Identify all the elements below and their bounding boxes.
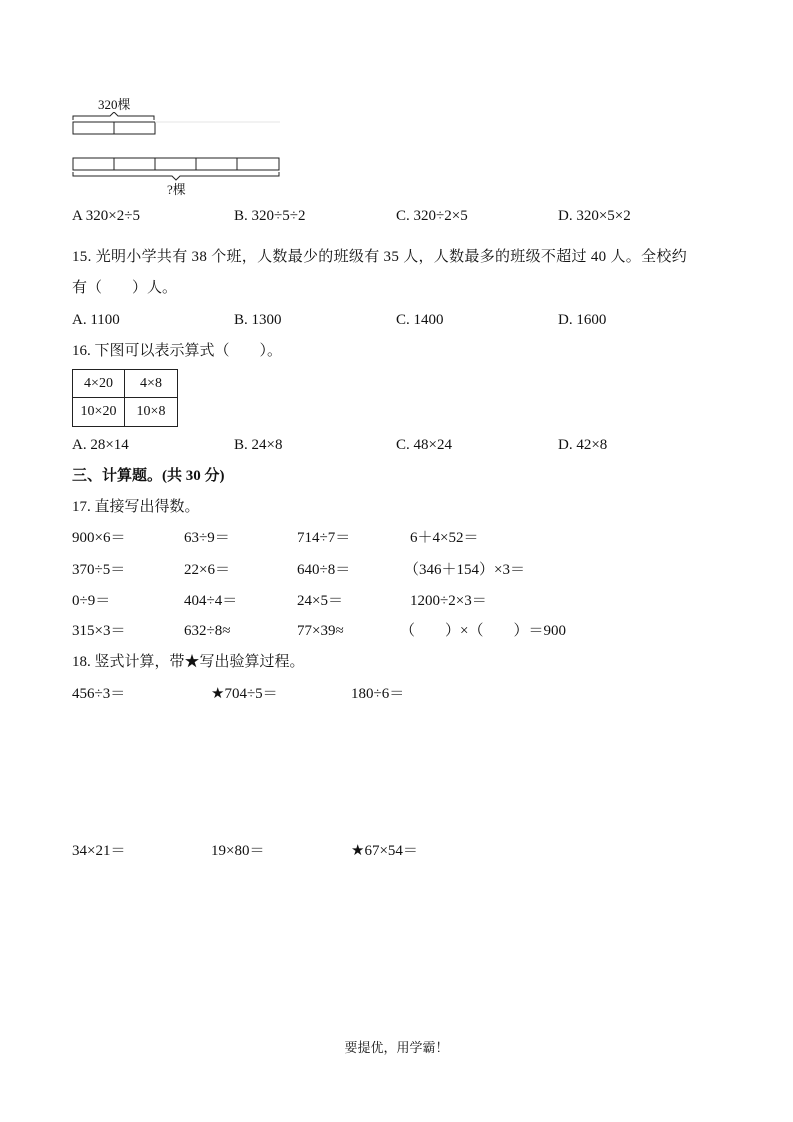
q17-item: （ ）×（ ）＝900 — [400, 623, 566, 639]
diagram-top-label: 320棵 — [98, 97, 131, 112]
q16-option-d: D. 42×8 — [558, 437, 608, 453]
q14-option-c: C. 320÷2×5 — [396, 208, 468, 224]
q16-grid-cell: 10×8 — [136, 404, 166, 419]
q18-item: 456÷3＝ — [72, 686, 126, 702]
q16-option-c: C. 48×24 — [396, 437, 452, 453]
q17-item: 22×6＝ — [184, 562, 230, 578]
q17-item: 1200÷2×3＝ — [410, 593, 487, 609]
q17-item: 714÷7＝ — [297, 530, 351, 546]
bar-diagram — [66, 112, 286, 190]
diagram-bottom-label: ?棵 — [167, 182, 186, 197]
q15-text-line2: 有（ ）人。 — [72, 280, 178, 296]
q16-grid-cell: 4×20 — [73, 370, 125, 398]
q17-item: 640÷8＝ — [297, 562, 351, 578]
page-footer: 要提优，用学霸！ — [344, 1040, 449, 1055]
q15-option-d: D. 1600 — [558, 312, 607, 328]
q16-text: 16. 下图可以表示算式（ ）。 — [72, 343, 283, 359]
q15-text-line1: 15. 光明小学共有 38 个班，人数最少的班级有 35 人，人数最多的班级不超过 40 人。全校约 — [72, 249, 688, 265]
q17-item: 63÷9＝ — [184, 530, 230, 546]
q18-item: 180÷6＝ — [351, 686, 405, 702]
q17-item: 0÷9＝ — [72, 593, 111, 609]
q18-item: 19×80＝ — [211, 843, 265, 859]
q14-option-a: A 320×2÷5 — [72, 208, 140, 224]
q16-option-b: B. 24×8 — [234, 437, 283, 453]
q18-text: 18. 竖式计算，带★写出验算过程。 — [72, 654, 305, 670]
section-heading: 三、计算题。(共 30 分) — [72, 468, 225, 484]
q17-item: 6＋4×52＝ — [410, 530, 479, 546]
q18-item: ★67×54＝ — [351, 843, 418, 859]
q17-item: 900×6＝ — [72, 530, 126, 546]
q16-grid — [72, 369, 178, 427]
q16-option-a: A. 28×14 — [72, 437, 129, 453]
q17-item: （346＋154）×3＝ — [404, 562, 525, 578]
q18-item: ★704÷5＝ — [211, 686, 278, 702]
q15-option-c: C. 1400 — [396, 312, 444, 328]
q17-item: 77×39≈ — [297, 623, 344, 639]
q17-item: 370÷5＝ — [72, 562, 126, 578]
q16-grid-cell: 4×8 — [125, 370, 177, 398]
q16-grid-cell: 10×20 — [73, 398, 125, 426]
q17-item: 404÷4＝ — [184, 593, 238, 609]
q17-text: 17. 直接写出得数。 — [72, 499, 200, 515]
q17-item: 315×3＝ — [72, 623, 126, 639]
q17-item: 24×5＝ — [297, 593, 343, 609]
q18-item: 34×21＝ — [72, 843, 126, 859]
q15-option-a: A. 1100 — [72, 312, 120, 328]
q14-option-b: B. 320÷5÷2 — [234, 208, 306, 224]
q14-option-d: D. 320×5×2 — [558, 208, 631, 224]
q15-option-b: B. 1300 — [234, 312, 282, 328]
q17-item: 632÷8≈ — [184, 623, 231, 639]
